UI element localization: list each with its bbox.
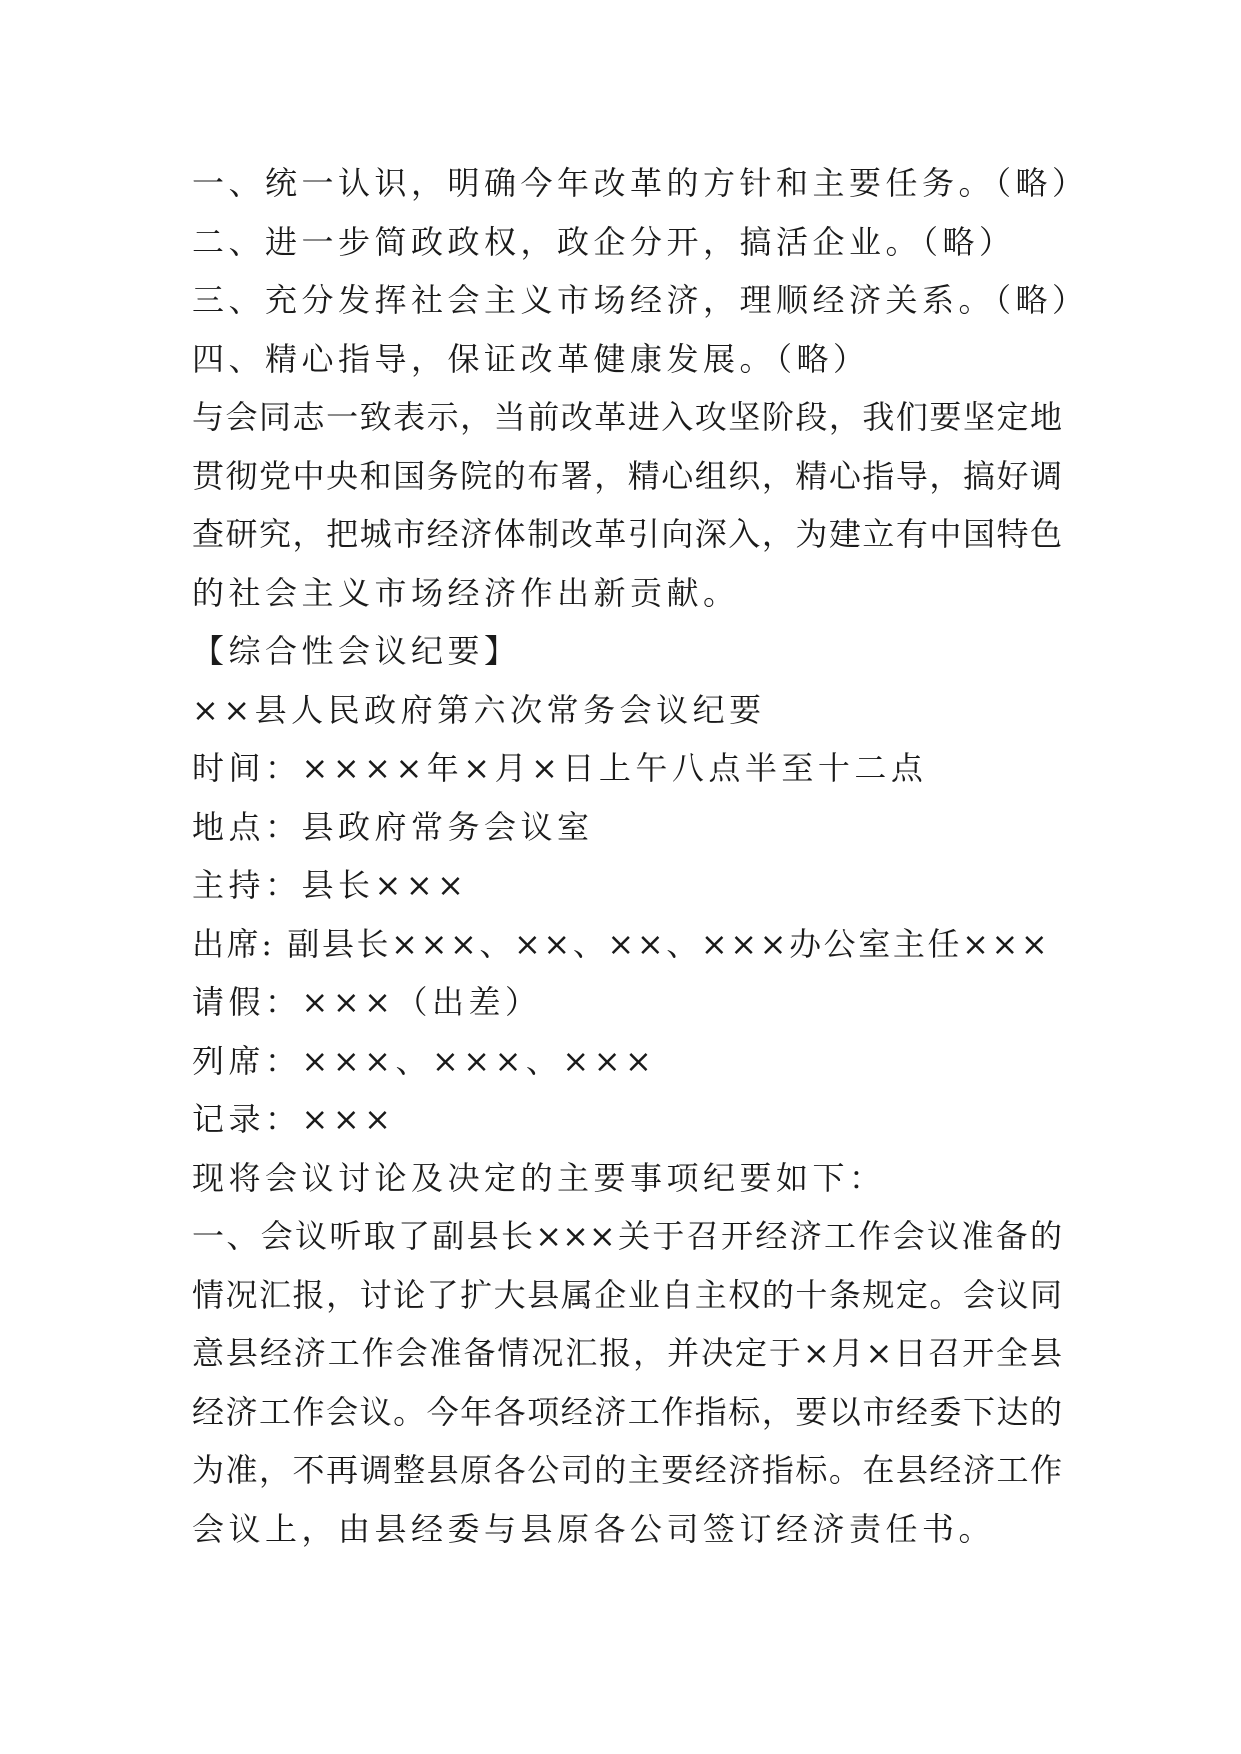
meeting-host: 主持：县长××× — [192, 866, 469, 904]
paragraph-line: 情况汇报，讨论了扩大县属企业自主权的十条规定。会议同 — [192, 1275, 1062, 1314]
meeting-observers: 列席：×××、×××、××× — [192, 1041, 657, 1080]
meeting-location: 地点：县政府常务会议室 — [192, 807, 594, 846]
paragraph-line: 为准，不再调整县原各公司的主要经济指标。在县经济工作 — [192, 1451, 1062, 1489]
meeting-attendees: 出席: 副县长×××、××、××、×××办公室主任××× — [192, 924, 1051, 963]
paragraph-line: 查研究，把城市经济体制改革引向深入，为建立有中国特色 — [192, 515, 1062, 553]
section-heading-4: 四、精心指导，保证改革健康发展。（略） — [192, 339, 870, 378]
meeting-absent: 请假：×××（出差） — [192, 983, 542, 1021]
paragraph-line: 的社会主义市场经济作出新贡献。 — [192, 573, 740, 612]
section-heading-3: 三、充分发挥社会主义市场经济，理顺经济关系。（略） — [192, 281, 1089, 319]
meeting-time: 时间：××××年×月×日上午八点半至十二点 — [192, 749, 928, 787]
document-body — [192, 154, 1089, 1558]
paragraph-line: 意县经济工作会准备情况汇报，并决定于×月×日召开全县 — [192, 1334, 1062, 1372]
paragraph-line: 会议上，由县经委与县原各公司签订经济责任书。 — [192, 1509, 996, 1548]
document-title: ××县人民政府第六次常务会议纪要 — [192, 690, 766, 729]
category-label: 【综合性会议纪要】 — [192, 632, 521, 670]
section-heading-2: 二、进一步简政政权，政企分开，搞活企业。（略） — [192, 222, 1016, 261]
paragraph-line: 一、会议听取了副县长×××关于召开经济工作会议准备的 — [192, 1217, 1062, 1255]
summary-intro: 现将会议讨论及决定的主要事项纪要如下： — [192, 1158, 886, 1197]
meeting-recorder: 记录：××× — [192, 1100, 396, 1138]
paragraph-line: 经济工作会议。今年各项经济工作指标，要以市经委下达的 — [192, 1392, 1062, 1431]
paragraph-line: 贯彻党中央和国务院的布署，精心组织，精心指导，搞好调 — [192, 456, 1062, 495]
section-heading-1: 一、统一认识，明确今年改革的方针和主要任务。（略） — [192, 164, 1089, 202]
paragraph-line: 与会同志一致表示，当前改革进入攻坚阶段，我们要坚定地 — [192, 398, 1062, 436]
